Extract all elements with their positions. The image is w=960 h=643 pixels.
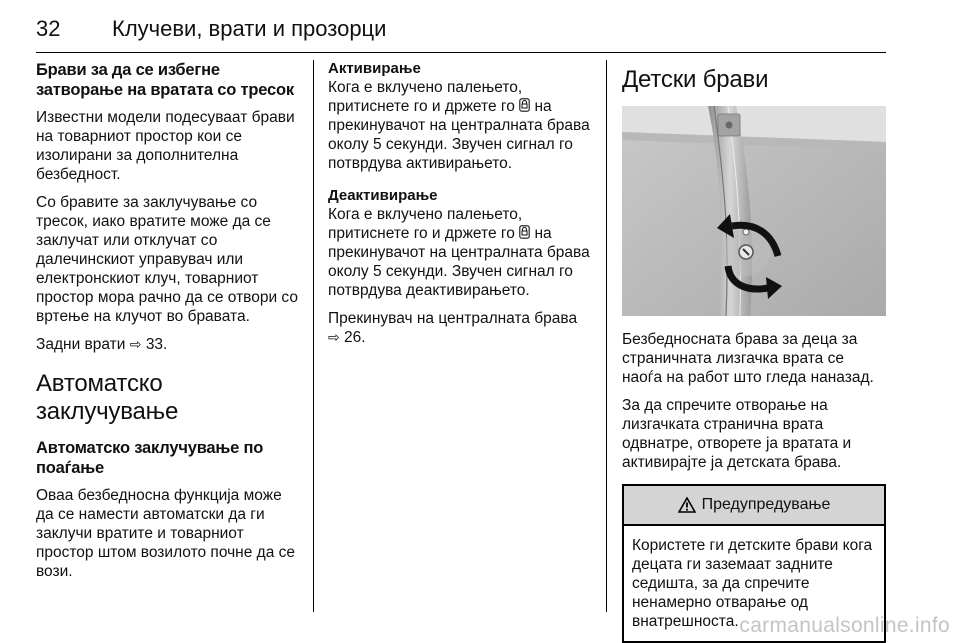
automatic-locking-paragraph: Оваа безбедносна функција може да се намести автоматски да ги заклучи вратите и товарниот простор штом возилото почне да се вози. [36, 487, 295, 580]
section-title-slam-lock: Брави за да се избегне затворање на вратата со тресок [36, 61, 294, 99]
lock-button-icon [519, 98, 530, 112]
child-lock-paragraph-2: За да спречите отворање на лизгачката странична врата одвнатре, отворете ја вратата и активирајте ја детската брава. [622, 397, 852, 471]
column-divider-1 [313, 60, 314, 612]
rear-doors-reference [36, 335, 302, 354]
lock-button-icon [519, 225, 530, 239]
rear-doors-text: Задни врати [36, 336, 126, 353]
warning-text: Користете ги детските брави кога децата ги заземаат задните седишта, за да спречите ненамерно отварање од внатрешноста. [632, 537, 873, 630]
page-number: 32 [36, 16, 61, 41]
child-lock-photo [622, 106, 886, 316]
subheading-lock-after-start: Автоматско заклучување по поаѓање [36, 439, 264, 477]
heading-automatic-locking: Автоматско заклучување [36, 370, 179, 425]
column-divider-2 [606, 60, 607, 612]
reference-arrow-icon: ⇨ [129, 336, 142, 352]
activation-paragraph [328, 78, 592, 173]
slam-lock-paragraph-1: Известни модели подесуваат брави на товарниот простор кои се изолирани за дополнителна безбедност. [36, 109, 295, 183]
right-column [622, 60, 886, 643]
activation-text-b: на прекинувачот на централната брава околу 5 секунди. Звучен сигнал го потврдува активирањето. [328, 98, 590, 172]
switch-page-ref[interactable]: 26. [344, 329, 366, 346]
heading-child-locks: Детски брави [622, 66, 769, 93]
deactivation-text-b: на прекинувачот на централната брава околу 5 секунди. Звучен сигнал го потврдува деактивирањето. [328, 225, 590, 299]
rear-doors-page-ref[interactable]: 33. [145, 336, 168, 353]
middle-column [328, 60, 592, 356]
activation-title: Активирање [328, 60, 421, 77]
reference-arrow-icon: ⇨ [328, 329, 340, 345]
warning-title: Предупредување [701, 496, 831, 513]
slam-lock-paragraph-2: Со бравите за заклучување со тресок, иако вратите може да се заклучат или отклучат со далечинскиот управувач или електронскиот клуч, товарниот простор мора рачно да се отвори со вртење на клучот во бравата. [36, 194, 298, 325]
warning-header [624, 486, 884, 526]
warning-triangle-icon [678, 497, 696, 513]
activation-text-a: Кога е вклучено палењето, притиснете го и држете го [328, 79, 523, 115]
child-lock-paragraph-1: Безбедносната брава за деца за страничната лизгачка врата се наоѓа на работ што гледа наназад. [622, 331, 874, 386]
left-column [36, 60, 302, 590]
watermark-text: carmanualsonline.info [739, 614, 950, 637]
deactivation-title: Деактивирање [328, 187, 438, 204]
page-header [36, 12, 886, 53]
central-lock-switch-reference [328, 309, 592, 347]
switch-text: Прекинувач на централната брава [328, 310, 578, 327]
page-title: Клучеви, врати и прозорци [112, 16, 387, 41]
deactivation-text-a: Кога е вклучено палењето, притиснете го и држете го [328, 206, 523, 242]
deactivation-paragraph [328, 205, 592, 300]
